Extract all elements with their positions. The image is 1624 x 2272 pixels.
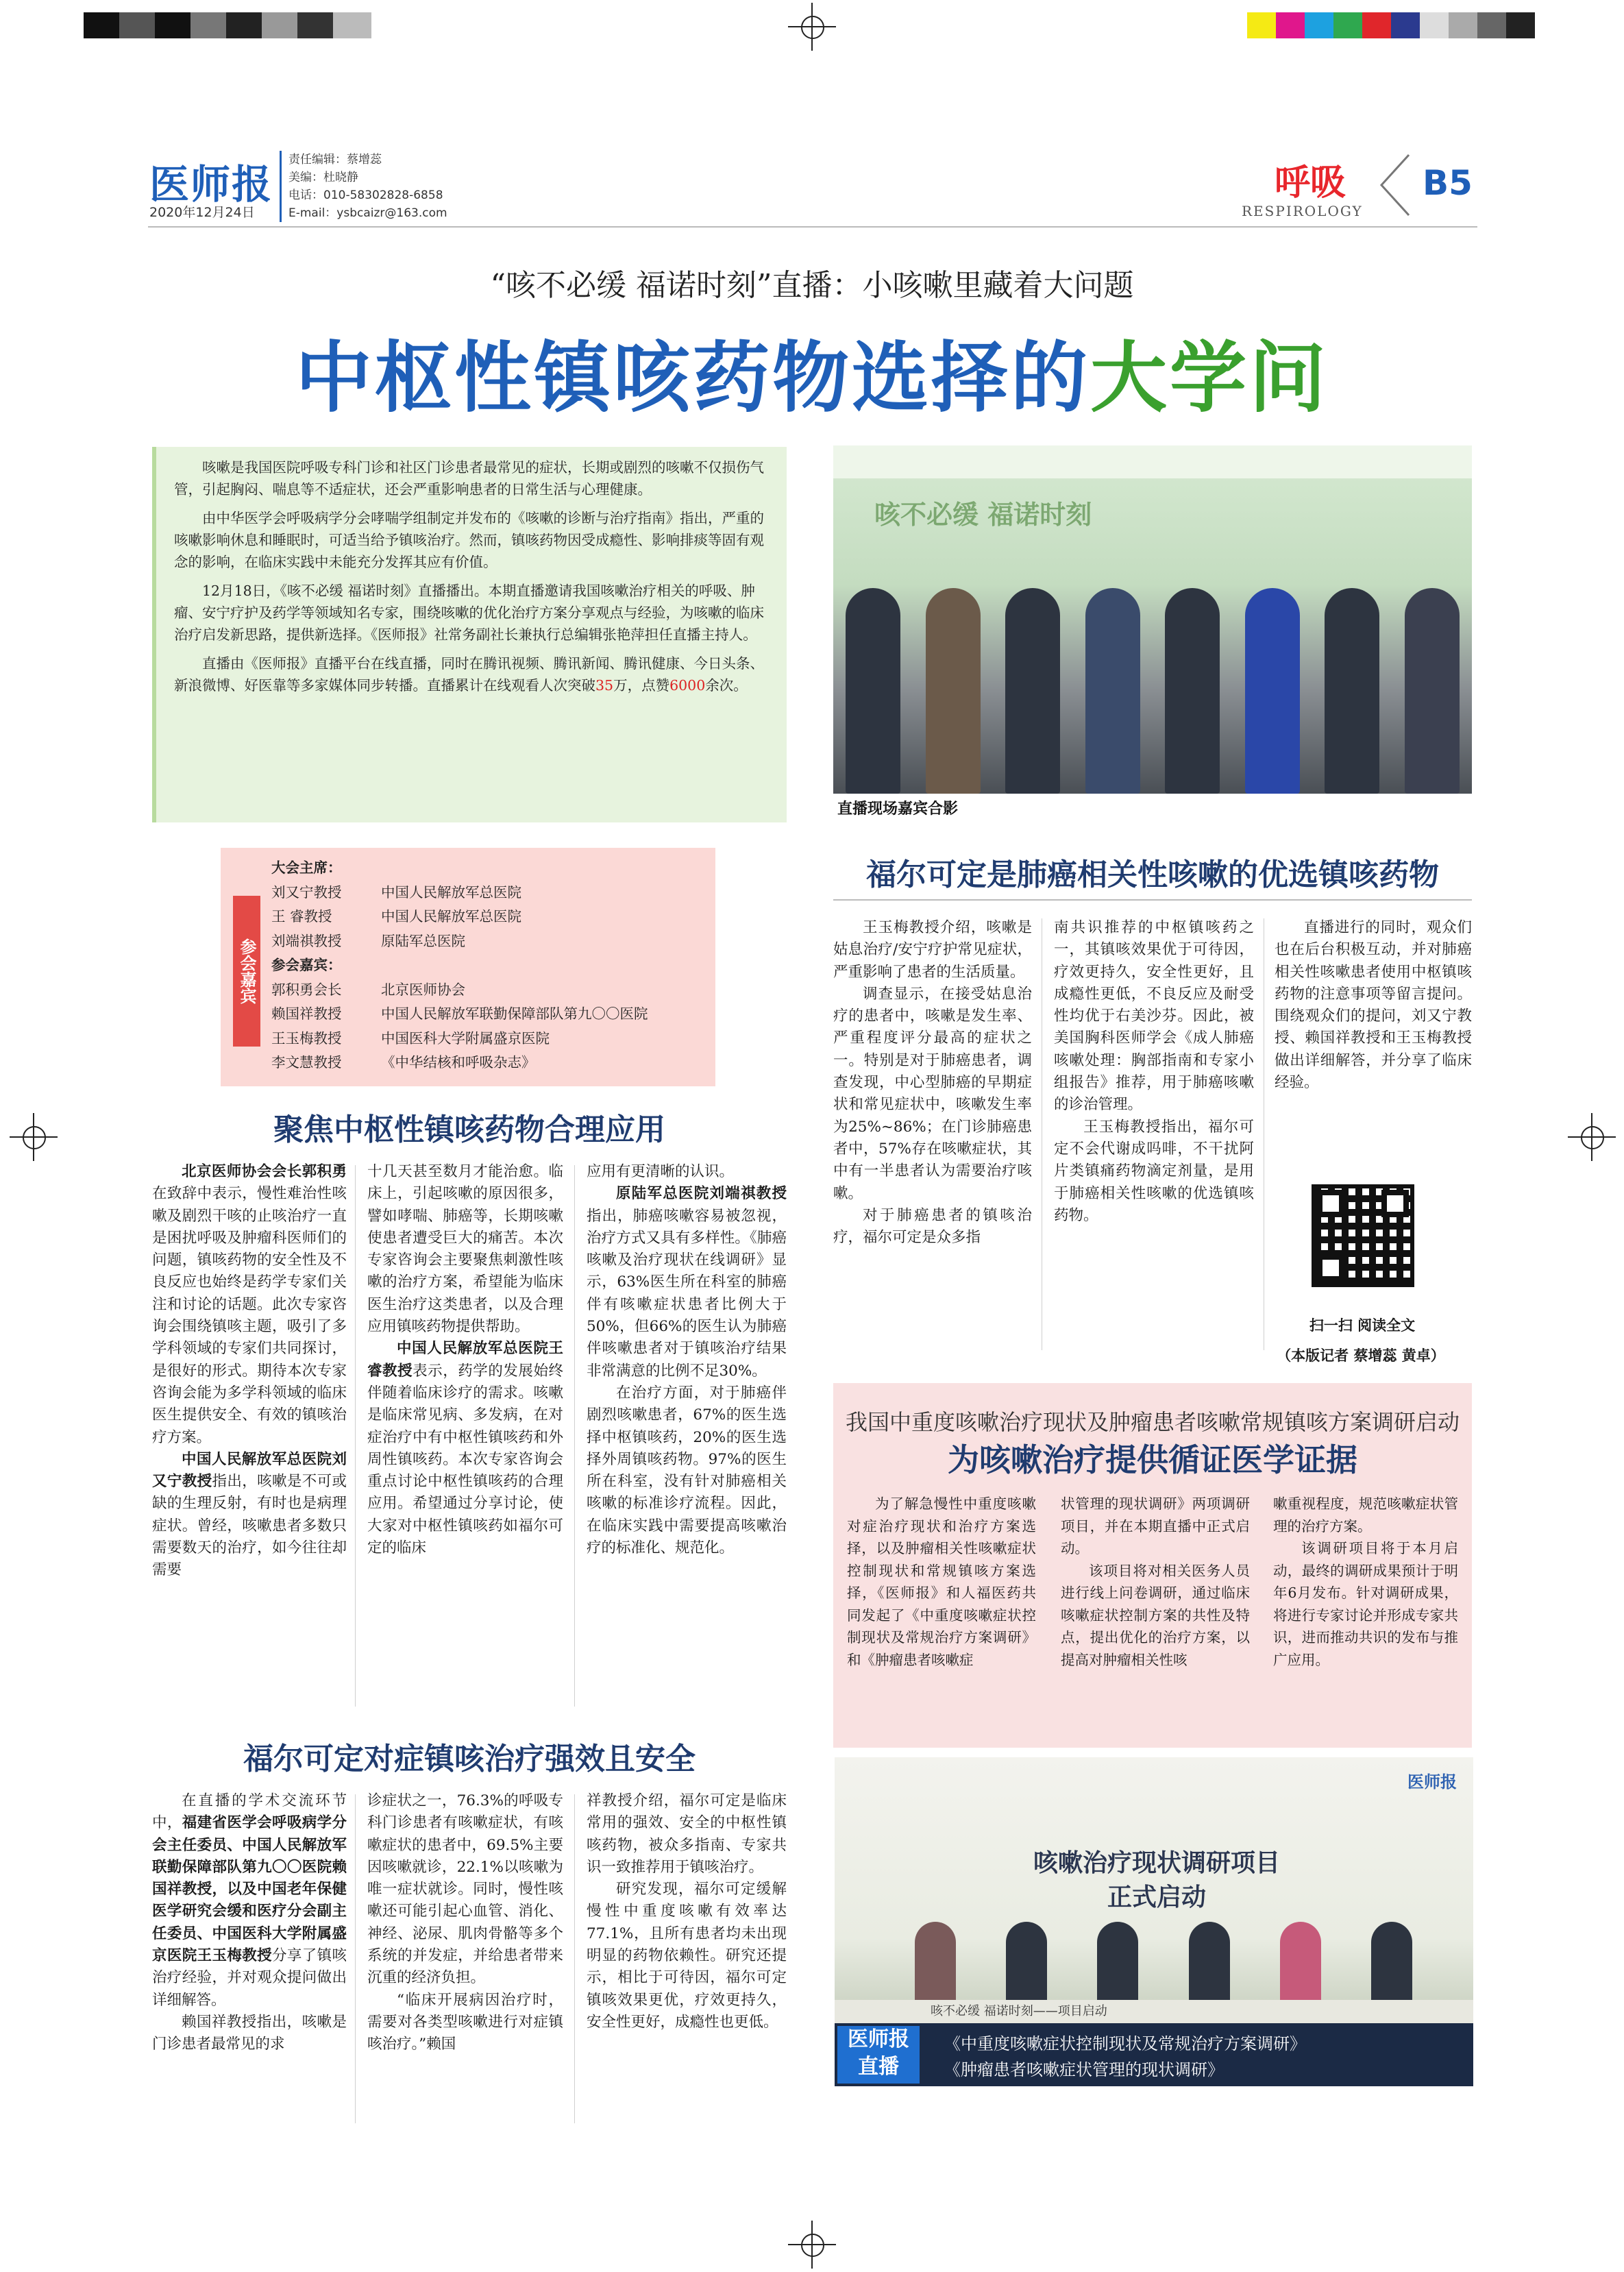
article-paragraph: 十几天甚至数月才能治愈。临床上，引起咳嗽的原因很多，譬如哮喘、肺癌等，长期咳嗽使患者遭受巨大的痛苦。本次专家咨询会主要聚焦刺激性咳嗽的治疗方案，希望能为临床医生治疗这类患者，以及合理应用镇咳药物提供帮助。 [367, 1163, 563, 1336]
person-figure [926, 588, 981, 794]
crop-mark-right [1568, 1113, 1616, 1161]
participants-list [271, 856, 648, 1075]
person-figure [1325, 588, 1379, 794]
crop-mark-top [788, 3, 836, 51]
participant-name: 王 睿教授 [271, 908, 332, 925]
participant-org: 北京医师协会 [381, 981, 465, 998]
article-paragraph: 应用有更清晰的认识。 [587, 1163, 735, 1180]
article-paragraph [152, 1790, 347, 2012]
participant-org: 原陆军总医院 [381, 932, 465, 949]
article-paragraph: 赖国祥教授指出，咳嗽是门诊患者最常见的求 [152, 2013, 347, 2053]
article-paragraph [587, 1183, 787, 1382]
speaker-name: 中国人民解放军总医院王睿教授 [367, 1340, 563, 1380]
article-paragraph: 该项目将对相关医务人员进行线上问卷调研，通过临床咳嗽症状控制方案的共性及特点，提出优化的治疗方案，以提高对肿瘤相关性咳 [1061, 1562, 1250, 1668]
article-paragraph [152, 1449, 347, 1582]
article-paragraph: 直播进行的同时，观众们也在后台积极互动，并对肺癌相关性咳嗽患者使用中枢镇咳药物的注意事项等留言提问。围绕观众们的提问，刘又宁教授、赖国祥教授和王玉梅教授做出详细解答，并分享了临床经验。 [1275, 919, 1472, 1092]
section-heading: 福尔可定是肺癌相关性咳嗽的优选镇咳药物 [833, 850, 1472, 901]
qr-corner [1317, 1254, 1344, 1282]
crop-mark-bottom [788, 2221, 836, 2269]
person-figure [1005, 588, 1060, 794]
intro-text: 余次。 [705, 677, 748, 694]
article-paragraph: 对于肺癌患者的镇咳治疗，福尔可定是众多指 [833, 1206, 1032, 1247]
participant-org: 中国人民解放军总医院 [381, 908, 521, 925]
article-column [847, 1493, 1036, 1671]
article-text: 表示，药学的发展始终伴随着临床诊疗的需求。咳嗽是临床常见病、多发病，在对症治疗中有中枢性镇咳药和外周性镇咳药。本次专家咨询会重点讨论中枢性镇咳药的合理应用。希望通过分享讨论，使大家对中枢性镇咳药如福尔可定的临床 [367, 1362, 563, 1557]
list-item [271, 905, 648, 929]
participants-tag: 参会嘉宾 [233, 896, 260, 1047]
qr-caption: 扫一扫 阅读全文 [1309, 1317, 1416, 1334]
article-text: 在致辞中表示，慢性难治性咳嗽及剧烈干咳的止咳治疗一直是困扰呼吸及肿瘤科医师们的问题，镇咳药物的安全性及不良反应也始终是药学专家们关注和讨论的话题。此次专家咨询会围绕镇咳主题，吸引了多学科领域的专家们共同探讨，是很好的形式。期待本次专家咨询会能为多学科领域的临床医生提供安全、有效的镇咳治疗方案。 [152, 1185, 347, 1446]
article-paragraph: 祥教授介绍，福尔可定是临床常用的强效、安全的中枢性镇咳药物，被众多指南、专家共识一致推荐用于镇咳治疗。 [587, 1792, 787, 1876]
photo-caption: 直播现场嘉宾合影 [837, 801, 959, 818]
viewer-count: 35 [595, 677, 614, 694]
article-paragraph: 王玉梅教授指出，福尔可定不会代谢成吗啡，不干扰阿片类镇痛药物滴定剂量，是用于肺癌相关性咳嗽的优选镇咳药物。 [1054, 1118, 1254, 1224]
article-paragraph: 状管理的现状调研》两项调研项目，并在本期直播中正式启动。 [1061, 1495, 1250, 1556]
article-column [1273, 1493, 1458, 1671]
participant-name: 赖国祥教授 [271, 1005, 342, 1022]
article-paragraph: “临床开展病因治疗时，需要对各类型咳嗽进行对症镇咳治疗。”赖国 [367, 1991, 563, 2053]
list-item [271, 1051, 648, 1075]
article-column [367, 1790, 563, 2056]
headline-accent: 大学问 [1090, 333, 1329, 423]
column-rule [574, 1165, 575, 1707]
column-rule [574, 1794, 575, 2123]
qr-code[interactable] [1312, 1184, 1414, 1287]
column-rule [355, 1165, 356, 1707]
section-name: 呼吸 [1275, 162, 1346, 204]
article-text: 在直播的学术交流环节中， [152, 1792, 347, 1832]
photo-logo: 医师报 [1407, 1772, 1457, 1792]
person-figure [1245, 588, 1300, 794]
speaker-name: 中国人民解放军总医院刘又宁教授 [152, 1450, 347, 1491]
list-item [271, 978, 648, 1003]
crop-mark-left [10, 1113, 58, 1161]
issue-date: 2020年12月24日 [149, 205, 255, 220]
article-paragraph: 研究发现，福尔可定缓解慢性中重度咳嗽有效率达77.1%，且所有患者均未出现明显的药物依赖性。研究还提示，相比于可待因，福尔可定镇咳效果更优，疗效更持久，安全性更好，成瘾性也更低。 [587, 1881, 787, 2031]
article-column [1054, 917, 1254, 1227]
participant-name: 刘端祺教授 [271, 932, 342, 949]
participant-name: 李文慧教授 [271, 1054, 342, 1071]
broadcast-ticker [835, 2004, 1473, 2086]
live-logo-line: 医师报 [848, 2027, 909, 2051]
article-paragraph: 王玉梅教授介绍，咳嗽是姑息治疗/安宁疗护常见症状，严重影响了患者的生活质量。 [833, 919, 1032, 981]
participant-org: 中国人民解放军联勤保障部队第九〇〇医院 [381, 1005, 648, 1022]
speaker-name: 原陆军总医院刘端祺教授 [616, 1185, 787, 1203]
section-name-en: RESPIROLOGY [1242, 203, 1363, 219]
intro-text: 直播由《医师报》直播平台在线直播，同时在腾讯视频、腾讯新闻、腾讯健康、今日头条、新浪微博、好医靠等多家媒体同步转播。直播累计在线观看人次突破 [174, 655, 764, 694]
article-paragraph [367, 1338, 563, 1559]
like-count: 6000 [669, 677, 706, 694]
list-item [271, 929, 648, 954]
article-text: 指出，肺癌咳嗽容易被忽视，治疗方式又具有多样性。《肺癌咳嗽及治疗现状在线调研》显示，63%医生所在科室的肺癌伴有咳嗽症状患者比例大于50%，但66%的医生认为肺癌伴咳嗽患者对于镇咳治疗结果非常满意的比例不足30%。 [587, 1207, 787, 1380]
launch-title-line: 咳嗽治疗现状调研项目 [1033, 1849, 1280, 1877]
launch-screen-title [1013, 1846, 1301, 1915]
article-paragraph: 诊症状之一，76.3%的呼吸专科门诊患者有咳嗽症状，有咳嗽症状的患者中，69.5%主要因咳嗽就诊，22.1%以咳嗽为唯一症状就诊。同时，慢性咳嗽还可能引起心血管、消化、神经、泌尿、肌肉骨骼等多个系统的并发症，并给患者带来沉重的经济负担。 [367, 1792, 563, 1987]
participant-name: 郭积勇会长 [271, 981, 342, 998]
person-figure [1405, 588, 1460, 794]
article-text: 指出，咳嗽是不可或缺的生理反射，有时也是病理症状。曾经，咳嗽患者多数只需要数天的治疗，如今往往却需要 [152, 1473, 347, 1579]
participant-org: 《中华结核和呼吸杂志》 [381, 1054, 536, 1071]
participant-name: 刘又宁教授 [271, 883, 342, 901]
launch-title-line: 正式启动 [1107, 1883, 1206, 1911]
list-item [271, 881, 648, 905]
headline-kicker: “咳不必缓 福诺时刻”直播：小咳嗽里藏着大问题 [490, 268, 1134, 303]
page-number: B5 [1423, 163, 1473, 203]
section-heading: 聚焦中枢性镇咳药物合理应用 [273, 1112, 665, 1147]
article-column [367, 1161, 563, 1559]
phone-line: 电话：010-58302828-6858 [288, 188, 443, 202]
intro-paragraph: 咳嗽是我国医院呼吸专科门诊和社区门诊患者最常见的症状，长期或剧烈的咳嗽不仅损伤气管，引起胸闷、喘息等不适症状，还会严重影响患者的日常生活与心理健康。 [174, 459, 764, 498]
participant-org: 中国人民解放军总医院 [381, 883, 521, 901]
article-paragraph: 该调研项目将于本月启动，最终的调研成果预计于明年6月发布。针对调研成果，将进行专家讨论并形成专家共识，进而推动共识的发布与推广应用。 [1273, 1540, 1458, 1668]
intro-paragraph: 由中华医学会呼吸病学分会哮喘学组制定并发布的《咳嗽的诊断与治疗指南》指出，严重的咳嗽影响休息和睡眠时，可适当给予镇咳治疗。然而，镇咳药物因受成瘾性、影响排痰等固有观念的影响，在临床实践中未能充分发挥其应有价值。 [174, 510, 764, 570]
editor-line: 责任编辑：蔡增蕊 [288, 153, 382, 167]
intro-paragraph: 12月18日，《咳不必缓 福诺时刻》直播播出。本期直播邀请我国咳嗽治疗相关的呼吸、肿瘤、安宁疗护及药学等领域知名专家，围绕咳嗽的优化治疗方案分享观点与经验，为咳嗽的临床治疗启发新思路，提供新选择。《医师报》社常务副社长兼执行总编辑张艳萍担任直播主持人。 [174, 583, 764, 643]
intro-paragraph [174, 652, 769, 696]
article-paragraph: 南共识推荐的中枢镇咳药之一，其镇咳效果优于可待因，疗效更持久，安全性更好，且成瘾性更低，不良反应及耐受性均优于右美沙芬。因此，被美国胸科医师学会《成人肺癌咳嗽处理：胸部指南和专家小组报告》推荐，用于肺癌咳嗽的诊治管理。 [1054, 919, 1254, 1114]
masthead-logo: 医师报 [149, 161, 273, 208]
registration-bar-left [84, 12, 371, 38]
article-column [587, 1790, 787, 2033]
photo-people [833, 567, 1472, 794]
reporter-credit: （本版记者 蔡增蕊 黄卓） [1277, 1347, 1445, 1364]
live-logo [837, 2026, 920, 2084]
chevron-left-icon [1377, 152, 1412, 218]
headline-main-text: 中枢性镇咳药物选择的 [295, 334, 1090, 423]
group-photo [833, 445, 1472, 794]
article-paragraph [152, 1161, 347, 1449]
photo-banner [833, 445, 1472, 478]
section-heading: 福尔可定对症镇咳治疗强效且安全 [243, 1742, 696, 1776]
article-column [833, 917, 1032, 1249]
chair-heading: 大会主席： [271, 859, 342, 876]
ticker-line: 《肿瘤患者咳嗽症状管理的现状调研》 [944, 2060, 1224, 2079]
photo-screen-text: 咳不必缓 福诺时刻 [874, 500, 1092, 530]
speaker-name: 福建省医学会呼吸病学分会主任委员、中国人民解放军联勤保障部队第九〇〇医院赖国祥教授，以及中国老年保健医学研究会缓和医疗分会副主任委员、中国医科大学附属盛京医院王玉梅教授 [152, 1814, 347, 1965]
ticker-line: 《中重度咳嗽症状控制现状及常规治疗方案调研》 [944, 2034, 1306, 2053]
list-item [271, 1027, 648, 1051]
guest-heading: 参会嘉宾： [271, 957, 342, 973]
ticker-top-line: 咳不必缓 福诺时刻——项目启动 [835, 2000, 1473, 2023]
launch-photo [835, 1757, 1473, 2086]
headline-main [0, 317, 1624, 427]
article-column [1275, 917, 1472, 1094]
header-divider [148, 226, 1477, 228]
article-paragraph: 在治疗方面，对于肺癌伴剧烈咳嗽患者，67%的医生选择中枢镇咳药，20%的医生选择外周镇咳药物。97%的医生所在科室，没有针对肺癌相关咳嗽的标准诊疗流程。因此，在临床实践中需要提高咳嗽治疗的标准化、规范化。 [587, 1384, 787, 1557]
article-paragraph: 嗽重视程度，规范咳嗽症状管理的治疗方案。 [1273, 1495, 1458, 1535]
list-item [271, 1002, 648, 1027]
article-column [152, 1790, 347, 2056]
person-figure [1165, 588, 1220, 794]
survey-subtitle: 我国中重度咳嗽治疗现状及肿瘤患者咳嗽常规镇咳方案调研启动 [845, 1409, 1460, 1435]
email-line: E-mail：ysbcaizr@163.com [288, 206, 447, 220]
article-paragraph: 调查显示，在接受姑息治疗的患者中，咳嗽是发生率、严重程度评分最高的症状之一。特别是对于肺癌患者，调查发现，中心型肺癌的早期症状和常见症状中，咳嗽发生率为25%~86%；在门诊肺癌患者中，57%存在咳嗽症状，其中有一半患者认为需要治疗咳嗽。 [833, 985, 1032, 1202]
participant-name: 王玉梅教授 [271, 1029, 342, 1047]
qr-corner [1381, 1190, 1409, 1217]
article-text: 分享了镇咳治疗经验，并对观众提问做出详细解答。 [152, 1947, 347, 2009]
column-rule [355, 1794, 356, 2123]
article-column [152, 1161, 347, 1582]
survey-title: 为咳嗽治疗提供循证医学证据 [948, 1441, 1357, 1478]
speaker-name: 北京医师协会会长郭积勇 [182, 1163, 347, 1180]
qr-corner [1317, 1190, 1344, 1217]
intro-text: 万，点赞 [613, 677, 670, 694]
participant-org: 中国医科大学附属盛京医院 [381, 1029, 550, 1047]
intro-box [152, 447, 787, 822]
designer-line: 美编：杜晓静 [288, 171, 358, 184]
person-figure [1085, 588, 1140, 794]
live-logo-line: 直播 [858, 2055, 899, 2079]
editor-info [280, 151, 447, 222]
participants-box [221, 848, 715, 1086]
article-column [587, 1161, 787, 1559]
article-column [1061, 1493, 1250, 1671]
color-bar-right [1247, 12, 1535, 38]
person-figure [846, 588, 900, 794]
article-paragraph: 为了解急慢性中重度咳嗽对症治疗现状和治疗方案选择，以及肿瘤相关性咳嗽症状控制现状和常规镇咳方案选择，《医师报》和人福医药共同发起了《中重度咳嗽症状控制现状及常规治疗方案调研》和《肿瘤患者咳嗽症 [847, 1495, 1036, 1668]
